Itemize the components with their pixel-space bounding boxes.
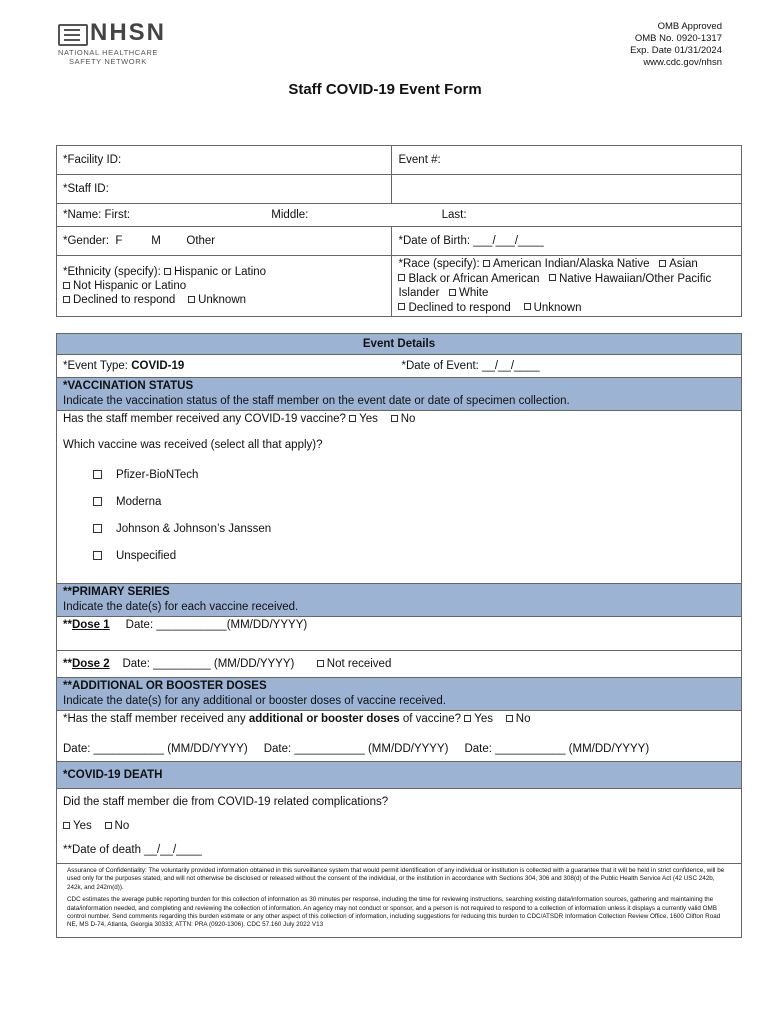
death-date-field[interactable]: **Date of death __/__/____: [63, 844, 202, 856]
checkbox-unspecified[interactable]: [93, 551, 102, 560]
gender-field[interactable]: [57, 227, 392, 256]
gender-other-option[interactable]: Other: [186, 235, 216, 247]
empty-cell: [392, 175, 742, 204]
checkbox-janssen[interactable]: [93, 524, 102, 533]
dose1-row: [57, 617, 742, 651]
dose1-date-field[interactable]: Date: ___________(MM/DD/YYYY): [125, 619, 308, 631]
dose2-not-received: Not received: [326, 658, 392, 670]
logo-subtitle-2: SAFETY NETWORK: [69, 57, 147, 66]
dose2-row: [57, 651, 742, 678]
race-unknown: Unknown: [533, 301, 582, 314]
date-of-birth-field[interactable]: [392, 227, 742, 256]
vaccine-moderna-label: Moderna: [116, 496, 162, 508]
staff-id-field[interactable]: [57, 175, 392, 204]
name-field[interactable]: [57, 204, 742, 227]
logo-subtitle-1: NATIONAL HEALTHCARE: [58, 48, 159, 57]
vaccine-received-label: Has the staff member received any COVID-19 vaccine?: [63, 413, 346, 425]
race-black: Black or African American: [408, 272, 540, 285]
burden-statement: CDC estimates the average public reporting burden for this collection of information as 30 minutes per response, including the time for reviewing instructions, searching existing data/information sources, gathering and maintaining the data/information needed, and completing and reviewing the collection of information. An agency may not conduct or sponsor, and a person is not required to respond to a collection of information unless it displays a currently valid OMB control number. Send comments regarding this burden estimate or any other aspect of this collection of information, including suggestions for reducing this burden to CDC/ATSDR Information Collection Review Office, 1600 Clifton Road NE, MS D-74, Atlanta, Georgia 30333; ATTN: PRA (0920-1306). CDC 57.160 July 2022 V13: [67, 896, 721, 929]
ethnicity-hispanic: Hispanic or Latino: [173, 266, 267, 278]
booster-no: No: [515, 713, 531, 725]
booster-desc: Indicate the date(s) for any additional or booster doses of vaccine received.: [63, 695, 446, 707]
checkbox-native-hawaiian[interactable]: [549, 274, 556, 281]
event-number-label: Event #:: [398, 154, 441, 166]
vaccine-unspecified-label: Unspecified: [116, 550, 177, 562]
dose2-label: Dose 2: [71, 658, 110, 670]
vaccine-option-moderna: [63, 496, 735, 523]
omb-exp-date: Exp. Date 01/31/2024: [630, 45, 722, 56]
page-title: Staff COVID-19 Event Form: [288, 81, 482, 98]
vaccine-yes: Yes: [359, 413, 378, 425]
checkbox-vaccine-no[interactable]: [391, 415, 398, 422]
event-details-table: [56, 333, 742, 938]
vaccine-no: No: [400, 413, 416, 425]
ethnicity-unknown: Unknown: [198, 294, 247, 306]
primary-series-desc: Indicate the date(s) for each vaccine received.: [63, 601, 299, 613]
gender-m-option[interactable]: M: [151, 235, 161, 247]
gender-label: *Gender:: [63, 235, 110, 247]
event-type-value: COVID-19: [131, 360, 185, 372]
footer-notice: [57, 864, 742, 938]
booster-question: [63, 713, 735, 743]
nhsn-logo: [58, 19, 178, 66]
facility-id-label: *Facility ID:: [63, 154, 122, 166]
race-declined: Declined to respond: [408, 301, 511, 314]
vaccination-status-header: [57, 378, 742, 411]
logo-text: NHSN: [90, 19, 167, 46]
ethnicity-label: *Ethnicity (specify):: [63, 266, 161, 278]
checkbox-booster-no[interactable]: [506, 715, 513, 722]
checkbox-asian[interactable]: [659, 260, 666, 267]
dose2-date-field[interactable]: Date: _________ (MM/DD/YYYY): [122, 658, 295, 670]
staff-id-label: *Staff ID:: [63, 183, 109, 195]
booster-dates-row: [63, 743, 735, 755]
checkbox-booster-yes[interactable]: [464, 715, 471, 722]
vaccination-status-title: *VACCINATION STATUS: [63, 380, 194, 392]
checkbox-moderna[interactable]: [93, 497, 102, 506]
omb-number: OMB No. 0920-1317: [634, 33, 722, 44]
death-no: No: [114, 820, 130, 832]
dose1-label: Dose 1: [71, 619, 110, 631]
booster-q-post: of vaccine?: [402, 713, 462, 725]
booster-header: [57, 678, 742, 711]
death-yes: Yes: [73, 820, 92, 832]
name-first-label: *Name: First:: [63, 209, 131, 221]
vaccination-section: [57, 411, 742, 584]
vaccine-pfizer-label: Pfizer-BioNTech: [116, 469, 199, 481]
vaccine-option-janssen: [63, 523, 735, 550]
checkbox-american-indian[interactable]: [483, 260, 490, 267]
vaccine-option-pfizer: [63, 469, 735, 496]
checkbox-hispanic[interactable]: [164, 268, 171, 275]
checkbox-dose2-not-received[interactable]: [317, 660, 324, 667]
event-number-field[interactable]: [392, 146, 742, 175]
name-middle-label: Middle:: [271, 209, 309, 221]
date-of-birth-label: *Date of Birth: ___/___/____: [398, 235, 544, 247]
booster-title: **ADDITIONAL OR BOOSTER DOSES: [63, 680, 267, 692]
checkbox-death-yes[interactable]: [63, 822, 70, 829]
omb-url[interactable]: www.cdc.gov/nhsn: [643, 57, 722, 68]
death-yes-no: [63, 814, 735, 838]
checkbox-race-declined[interactable]: [398, 303, 405, 310]
checkbox-race-unknown[interactable]: [524, 303, 531, 310]
vaccine-janssen-label: Johnson & Johnson’s Janssen: [116, 523, 272, 535]
booster-date-2[interactable]: Date: ___________ (MM/DD/YYYY): [263, 743, 449, 755]
event-type-row: [57, 355, 742, 378]
checkbox-black[interactable]: [398, 274, 405, 281]
checkbox-vaccine-yes[interactable]: [349, 415, 356, 422]
dose2-prefix: **: [63, 658, 72, 670]
name-last-label: Last:: [441, 209, 467, 221]
which-vaccine-label: Which vaccine was received (select all that apply)?: [63, 439, 323, 451]
booster-date-1[interactable]: Date: ___________ (MM/DD/YYYY): [63, 743, 248, 755]
checkbox-pfizer[interactable]: [93, 470, 102, 479]
gender-f-option[interactable]: F: [115, 235, 123, 247]
checkbox-not-hispanic[interactable]: [63, 282, 70, 289]
vaccine-received-question: [63, 413, 735, 439]
dose1-prefix: **: [63, 619, 72, 631]
vaccination-status-desc: Indicate the vaccination status of the staff member on the event date or date of specimen collection.: [63, 395, 570, 407]
ethnicity-field: [57, 256, 392, 317]
death-section: [57, 789, 742, 864]
omb-info: [630, 21, 722, 69]
vaccine-option-unspecified: [63, 550, 735, 577]
primary-series-title: **PRIMARY SERIES: [63, 586, 170, 598]
ethnicity-not-hispanic: Not Hispanic or Latino: [73, 280, 187, 292]
booster-section: [57, 711, 742, 762]
booster-q-bold: additional or booster doses: [248, 713, 400, 725]
race-asian: Asian: [669, 258, 698, 270]
checkbox-death-no[interactable]: [105, 822, 112, 829]
booster-q-pre: *Has the staff member received any: [63, 713, 246, 725]
primary-series-header: [57, 584, 742, 617]
race-white: White: [459, 287, 489, 299]
date-of-event-field[interactable]: *Date of Event: __/__/____: [401, 360, 540, 372]
checkbox-white[interactable]: [449, 289, 456, 296]
confidentiality-notice: Assurance of Confidentiality: The voluntarily provided information obtained in this surveillance system that would permit identification of any individual or institution is collected with a guarantee that it will be held in strict confidence, will be used only for the purposes stated, and will not otherwise be disclosed or released without the consent of the individual, or the institution in accordance with Sections 304, 306 and 308(d) of the Public Health Service Act (42 USC 242b, 242k, and 242m(d)).: [67, 867, 725, 891]
omb-approved: OMB Approved: [657, 21, 722, 32]
event-details-heading: Event Details: [57, 334, 742, 355]
ethnicity-declined: Declined to respond: [73, 294, 176, 306]
checkbox-ethnicity-declined[interactable]: [63, 296, 70, 303]
booster-yes: Yes: [474, 713, 493, 725]
race-field: [392, 256, 742, 317]
death-title: *COVID-19 DEATH: [57, 762, 742, 789]
booster-date-3[interactable]: Date: ___________ (MM/DD/YYYY): [464, 743, 650, 755]
death-question: Did the staff member die from COVID-19 related complications?: [63, 796, 389, 808]
race-native-hawaiian: Native Hawaiian/Other Pacific Islander: [398, 272, 712, 299]
race-american-indian: American Indian/Alaska Native: [492, 258, 650, 270]
identification-table: [56, 145, 742, 317]
race-label: *Race (specify):: [398, 258, 480, 270]
facility-id-field[interactable]: [57, 146, 392, 175]
nhsn-logo-icon: [58, 24, 88, 46]
event-type-label: *Event Type:: [63, 360, 128, 372]
checkbox-ethnicity-unknown[interactable]: [188, 296, 195, 303]
